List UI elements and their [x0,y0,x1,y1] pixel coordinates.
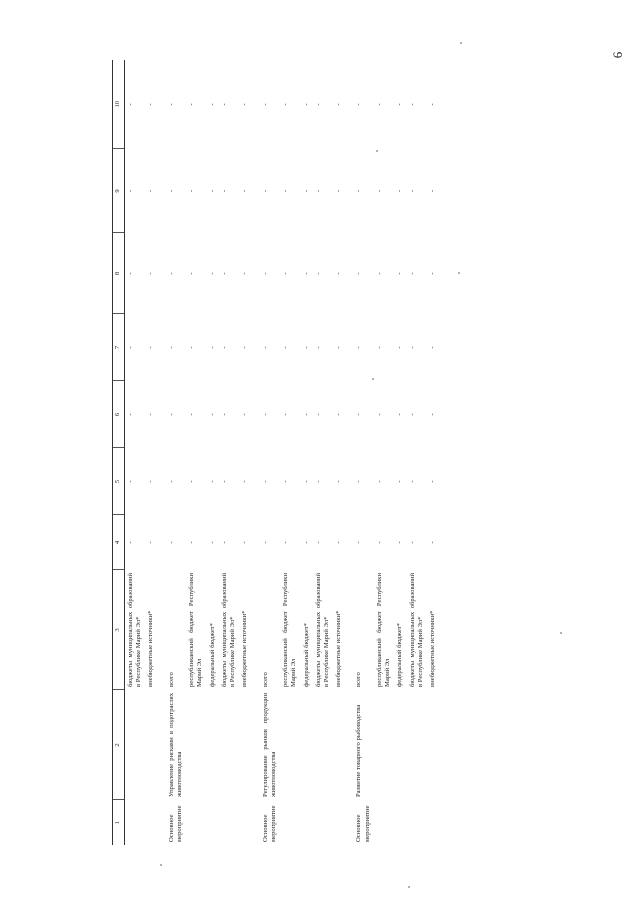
column-header-5: 5 [113,448,125,515]
value-cell: - [127,272,134,275]
value-cell: - [429,189,437,193]
value-cell: - [147,103,155,106]
row-source-cell: федеральный бюджет* [396,623,404,687]
row-name-cell [145,690,157,800]
value-cell: - [147,272,155,275]
row-source-cell: бюджеты муниципальных образований в Республике Марий Эл* [408,573,424,687]
page-number: 6 [610,51,625,59]
row-status-cell [427,800,439,845]
value-cell: - [375,272,383,275]
row-source-cell: федеральный бюджет* [208,623,216,687]
value-cell: - [167,272,175,275]
column-header-8: 8 [113,233,125,314]
group-spacer [345,60,353,845]
value-cell: - [220,346,228,349]
value-cell: - [408,541,416,544]
row-source-cell: внебюджетные источники* [429,610,437,687]
value-cell: - [408,480,416,483]
table-row [301,60,313,845]
column-number-header [113,60,125,845]
table-row [353,60,373,845]
value-cell: - [282,272,290,275]
value-cell: - [261,103,269,106]
value-cell: - [375,189,383,193]
value-cell: - [314,346,322,349]
scan-speck [372,378,374,380]
value-cell: - [335,272,343,275]
value-cell: - [429,272,437,275]
value-cell: - [127,413,134,416]
value-cell: - [429,541,437,544]
value-cell: - [375,413,383,416]
value-cell: - [241,413,249,416]
value-cell: - [188,272,196,275]
value-cell: - [188,541,196,544]
value-cell: - [208,346,216,349]
row-status-cell [374,800,394,845]
value-cell: - [408,413,416,416]
value-cell: - [396,189,404,193]
row-source-cell: внебюджетные источники* [335,610,343,687]
column-header-10: 10 [113,60,125,149]
value-cell: - [188,103,196,106]
value-cell: - [302,541,310,544]
value-cell: - [208,413,216,416]
table-row [407,60,427,845]
value-cell: - [208,541,216,544]
value-cell: - [335,103,343,106]
value-cell: - [314,103,322,106]
column-header-6: 6 [113,381,125,448]
value-cell: - [335,480,343,483]
value-cell: - [396,346,404,349]
row-source-cell: республиканский бюджет Республики Марий Эл [188,573,204,687]
row-status-cell [207,800,219,845]
table-row [427,60,439,845]
value-cell: - [220,189,228,193]
value-cell: - [167,480,175,483]
value-cell: - [261,541,269,544]
value-cell: - [375,480,383,483]
row-status-cell: Основное мероприятие [167,805,183,842]
value-cell: - [355,541,363,544]
value-cell: - [335,189,343,193]
value-cell: - [302,103,310,106]
scan-speck [458,272,460,274]
value-cell: - [396,272,404,275]
value-cell: - [355,413,363,416]
value-cell: - [208,272,216,275]
value-cell: - [188,189,196,193]
value-cell: - [147,541,155,544]
value-cell: - [241,346,249,349]
value-cell: - [188,480,196,483]
value-cell: - [314,189,322,193]
value-cell: - [241,272,249,275]
value-cell: - [127,346,134,349]
value-cell: - [127,480,134,483]
value-cell: - [127,103,134,106]
row-status-cell [313,800,333,845]
value-cell: - [355,480,363,483]
row-status-cell [407,800,427,845]
value-cell: - [261,480,269,483]
value-cell: - [408,272,416,275]
row-status-cell [239,800,251,845]
table-row [219,60,239,845]
scan-speck [560,632,562,634]
value-cell: - [167,189,175,193]
row-name-cell [301,690,313,800]
column-header-4: 4 [113,515,125,570]
row-source-cell: бюджеты муниципальных образований в Республике Марий Эл* [127,573,143,687]
table-row [145,60,157,845]
value-cell: - [375,541,383,544]
row-status-cell [301,800,313,845]
value-cell: - [188,413,196,416]
row-source-cell: всего [167,672,175,687]
value-cell: - [314,272,322,275]
value-cell: - [355,103,363,106]
value-cell: - [208,480,216,483]
row-status-cell [219,800,239,845]
value-cell: - [261,346,269,349]
row-source-cell: всего [261,672,269,687]
row-source-cell: всего [355,672,363,687]
row-status-cell [333,800,345,845]
row-name-cell: Регулирование рынков продукции животноводства [261,693,277,797]
value-cell: - [261,272,269,275]
value-cell: - [220,103,228,106]
row-source-cell: внебюджетные источники* [241,610,249,687]
row-source-cell: республиканский бюджет Республики Марий Эл [375,573,392,687]
value-cell: - [302,189,310,193]
value-cell: - [429,413,437,416]
value-cell: - [375,103,383,106]
value-cell: - [355,189,363,193]
value-cell: - [167,103,175,106]
column-header-1: 1 [113,800,125,845]
value-cell: - [241,103,249,106]
table-row [186,60,206,845]
table-row [394,60,406,845]
value-cell: - [167,541,175,544]
value-cell: - [282,103,290,106]
row-name-cell [207,690,219,800]
value-cell: - [261,413,269,416]
row-name-cell [427,690,439,800]
column-header-9: 9 [113,149,125,233]
row-source-cell: республиканский бюджет Республики Марий Эл [282,573,298,687]
value-cell: - [314,541,322,544]
value-cell: - [302,480,310,483]
value-cell: - [314,480,322,483]
value-cell: - [220,413,228,416]
column-header-7: 7 [113,314,125,381]
row-name-cell [394,690,406,800]
value-cell: - [241,541,249,544]
value-cell: - [147,189,155,193]
value-cell: - [335,346,343,349]
value-cell: - [408,346,416,349]
value-cell: - [167,346,175,349]
scan-speck [160,864,162,866]
value-cell: - [147,346,155,349]
row-name-cell [313,690,333,800]
row-status-cell [145,800,157,845]
table-row [166,60,186,845]
row-name-cell [333,690,345,800]
row-status-cell [186,800,206,845]
row-name-cell [280,690,300,800]
value-cell: - [282,413,290,416]
table-row [207,60,219,845]
column-header-2: 2 [113,690,125,800]
value-cell: - [355,272,363,275]
row-status-cell [394,800,406,845]
table-row [280,60,300,845]
table-row [125,60,146,845]
row-status-cell: Основное мероприятие [261,805,277,842]
row-name-cell [374,690,394,800]
value-cell: - [429,103,437,106]
row-status-cell [280,800,300,845]
value-cell: - [396,103,404,106]
row-source-cell: федеральный бюджет* [302,623,310,687]
scan-speck [376,150,378,152]
value-cell: - [167,413,175,416]
row-status-cell [125,800,146,845]
value-cell: - [208,189,216,193]
value-cell: - [282,189,290,193]
value-cell: - [282,480,290,483]
value-cell: - [375,346,383,349]
group-spacer [158,60,166,845]
value-cell: - [302,346,310,349]
value-cell: - [335,413,343,416]
value-cell: - [314,413,322,416]
value-cell: - [429,480,437,483]
value-cell: - [147,413,155,416]
value-cell: - [302,272,310,275]
value-cell: - [188,346,196,349]
scan-speck [408,886,410,888]
table-row [313,60,333,845]
value-cell: - [282,346,290,349]
row-name-cell [219,690,239,800]
value-cell: - [127,189,134,193]
budget-table [112,60,439,845]
value-cell: - [408,189,416,193]
table-row [374,60,394,845]
row-name-cell [125,690,146,800]
column-header-3: 3 [113,570,125,690]
value-cell: - [282,541,290,544]
group-spacer [252,60,260,845]
value-cell: - [220,541,228,544]
value-cell: - [261,189,269,193]
scan-speck [460,42,462,44]
value-cell: - [355,346,363,349]
row-name-cell: Развитие товарного рыбоводства [355,704,363,797]
row-source-cell: внебюджетные источники* [147,610,155,687]
value-cell: - [302,413,310,416]
value-cell: - [241,480,249,483]
value-cell: - [396,541,404,544]
value-cell: - [396,413,404,416]
value-cell: - [408,103,416,106]
row-status-cell: Основное мероприятие [355,805,371,842]
table-row [333,60,345,845]
value-cell: - [396,480,404,483]
value-cell: - [220,480,228,483]
value-cell: - [220,272,228,275]
row-source-cell: бюджеты муниципальных образований в Республике Марий Эл* [314,573,330,687]
value-cell: - [429,346,437,349]
value-cell: - [147,480,155,483]
value-cell: - [208,103,216,106]
row-name-cell: Управление рисками в подотраслях животноводства [167,693,183,797]
value-cell: - [241,189,249,193]
row-name-cell [186,690,206,800]
table-row [239,60,251,845]
table-row [260,60,280,845]
value-cell: - [335,541,343,544]
row-source-cell: бюджеты муниципальных образований в Республике Марий Эл* [220,573,237,687]
row-name-cell [407,690,427,800]
row-name-cell [239,690,251,800]
value-cell: - [127,541,134,544]
